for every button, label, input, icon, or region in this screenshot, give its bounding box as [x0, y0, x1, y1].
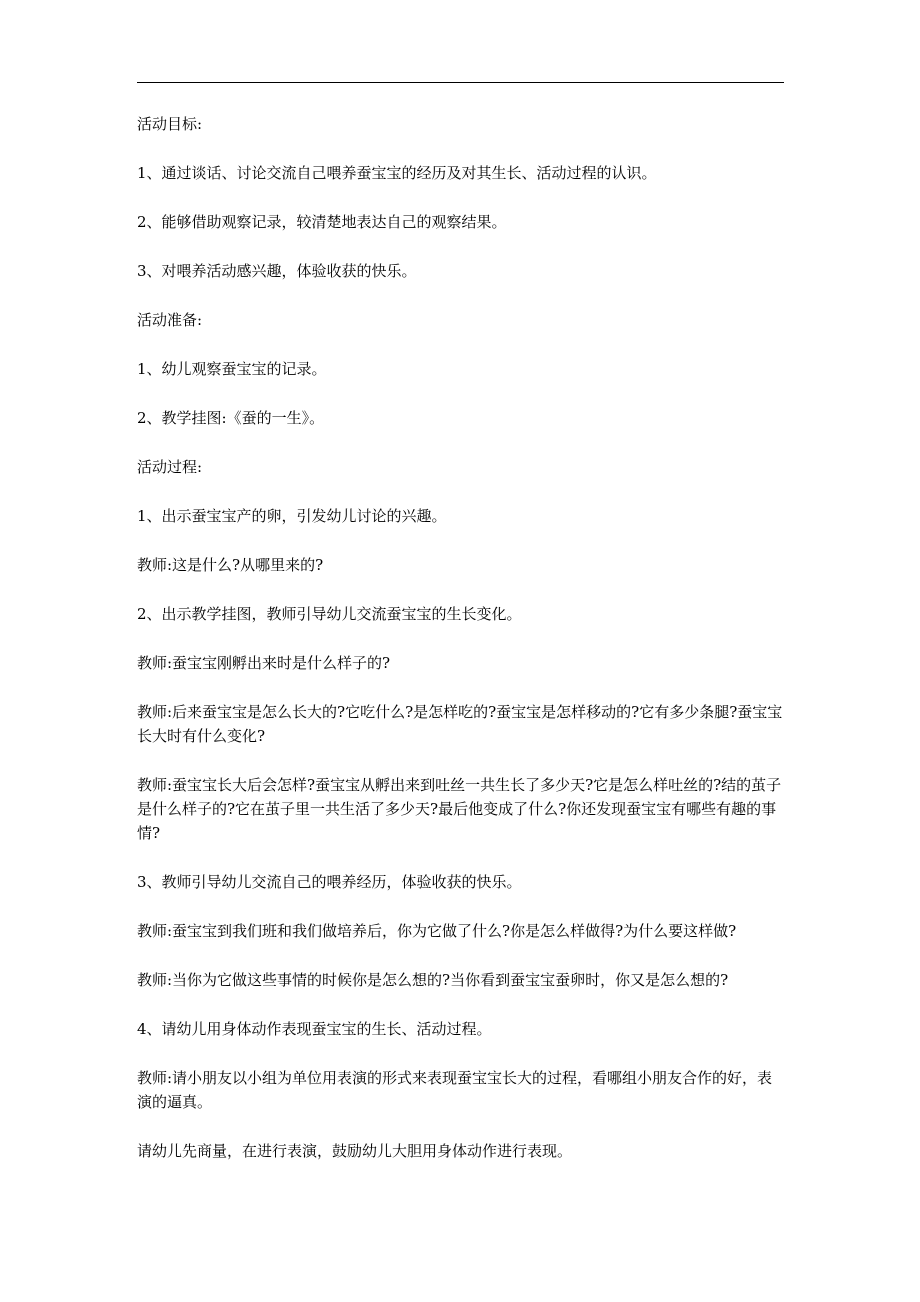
document-body — [137, 112, 787, 1188]
closing-instruction: 请幼儿先商量，在进行表演，鼓励幼儿大胆用身体动作进行表现。 — [137, 1142, 573, 1160]
teacher-question: 教师:蚕宝宝长大后会怎样?蚕宝宝从孵出来到吐丝一共生长了多少天?它是怎么样吐丝的?结的茧子是什么样子的?它在茧子里一共生活了多少天?最后他变成了什么?你还发现蚕宝宝有哪些有趣的事情? — [137, 776, 782, 842]
goal-item-1: 1、通过谈话、讨论交流自己喂养蚕宝宝的经历及对其生长、活动过程的认识。 — [137, 164, 657, 182]
teacher-question: 教师:蚕宝宝到我们班和我们做培养后，你为它做了什么?你是怎么样做得?为什么要这样做? — [137, 922, 737, 940]
preparation-item-1: 1、幼儿观察蚕宝宝的记录。 — [137, 360, 327, 378]
header-rule — [137, 82, 784, 83]
process-step-3: 3、教师引导幼儿交流自己的喂养经历，体验收获的快乐。 — [137, 873, 522, 891]
process-step-1: 1、出示蚕宝宝产的卵，引发幼儿讨论的兴趣。 — [137, 507, 447, 525]
preparation-item-2: 2、教学挂图:《蚕的一生》。 — [137, 409, 325, 427]
teacher-question: 教师:蚕宝宝刚孵出来时是什么样子的? — [137, 654, 391, 672]
teacher-question: 教师:后来蚕宝宝是怎么长大的?它吃什么?是怎样吃的?蚕宝宝是怎样移动的?它有多少条腿?蚕宝宝长大时有什么变化? — [137, 703, 783, 745]
teacher-question: 教师:这是什么?从哪里来的? — [137, 556, 324, 574]
heading-activity-goals: 活动目标: — [137, 115, 203, 133]
goal-item-2: 2、能够借助观察记录，较清楚地表达自己的观察结果。 — [137, 213, 507, 231]
goal-item-3: 3、对喂养活动感兴趣，体验收获的快乐。 — [137, 262, 417, 280]
heading-activity-process: 活动过程: — [137, 458, 203, 476]
teacher-instruction: 教师:请小朋友以小组为单位用表演的形式来表现蚕宝宝长大的过程，看哪组小朋友合作的好，表演的逼真。 — [137, 1069, 773, 1111]
teacher-question: 教师:当你为它做这些事情的时候你是怎么想的?当你看到蚕宝宝蚕卵时，你又是怎么想的? — [137, 971, 729, 989]
heading-activity-preparation: 活动准备: — [137, 311, 203, 329]
process-step-4: 4、请幼儿用身体动作表现蚕宝宝的生长、活动过程。 — [137, 1020, 492, 1038]
process-step-2: 2、出示教学挂图，教师引导幼儿交流蚕宝宝的生长变化。 — [137, 605, 522, 623]
